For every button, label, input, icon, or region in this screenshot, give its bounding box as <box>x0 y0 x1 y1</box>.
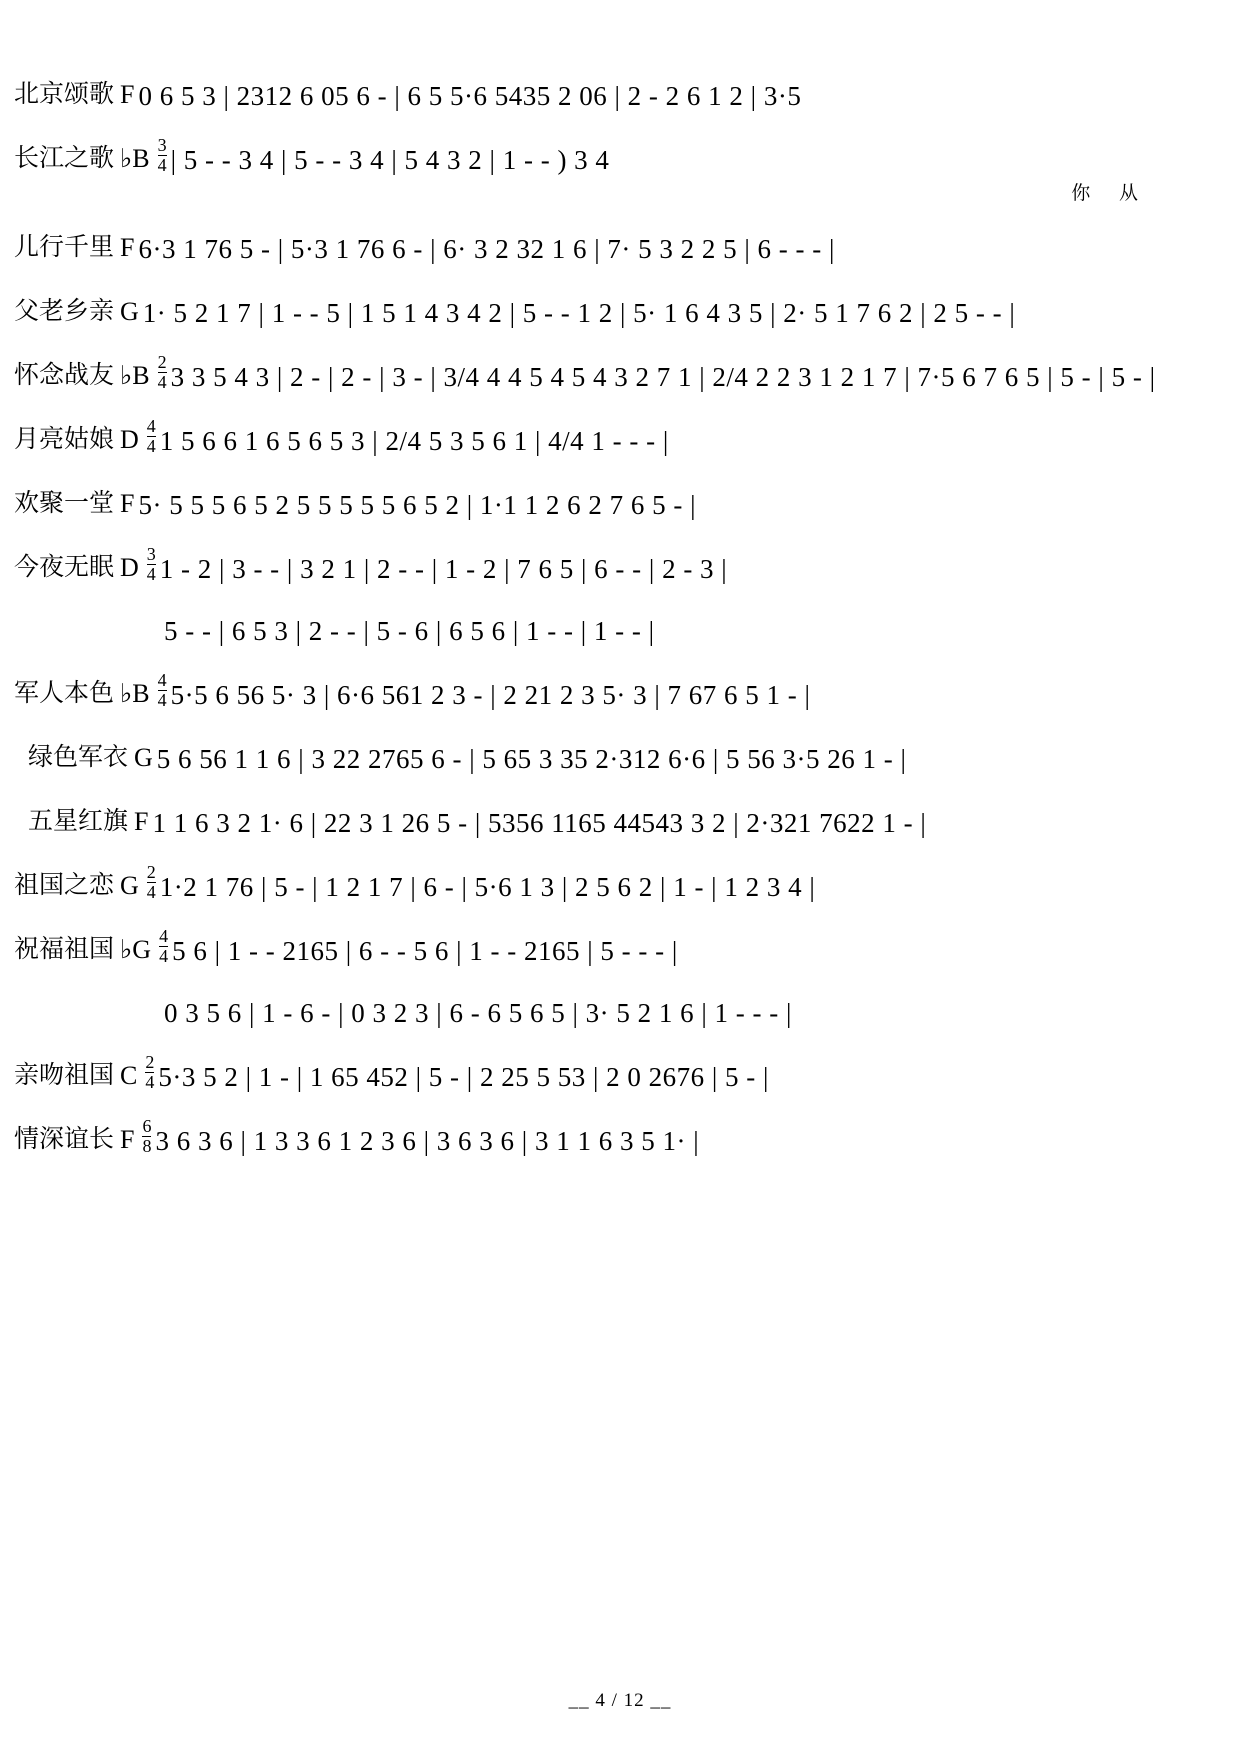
time-signature: $\frac{6}{8}$ <box>142 1116 152 1156</box>
lyric-text: 你 从 <box>1071 183 1150 204</box>
note-sequence: 5· 5 5 5 6 5 2 5 5 5 5 5 6 5 2 | 1·1 1 2 6 2 7 6 5 - | <box>138 490 697 520</box>
note-sequence: 1 - 2 | 3 - - | 3 2 1 | 2 - - | 1 - 2 | 7 6 5 | 6 - - | 2 - 3 | <box>159 554 728 584</box>
time-signature: $\frac{2}{4}$ <box>157 352 167 392</box>
song-title: 北京颂歌 <box>14 81 115 108</box>
key-signature: F <box>120 80 135 109</box>
time-signature: $\frac{3}{4}$ <box>157 135 167 175</box>
notation-line <box>0 56 1240 118</box>
key-signature: D <box>120 553 139 582</box>
key-signature: G <box>120 297 139 326</box>
notation-line <box>0 847 1240 909</box>
note-sequence: 6·3 1 76 5 - | 5·3 1 76 6 - | 6· 3 2 32 1 6 | 7· 5 3 2 2 5 | 6 - - - | <box>138 234 835 264</box>
notation-lines <box>0 56 1240 1165</box>
key-signature: ♭G <box>120 935 152 964</box>
notation-line <box>0 1101 1240 1163</box>
note-sequence: 1· 5 2 1 7 | 1 - - 5 | 1 5 1 4 3 4 2 | 5 - - 1 2 | 5· 1 6 4 3 5 | 2· 5 1 7 6 2 | 2 5 - - | <box>142 298 1016 328</box>
notation-line <box>0 529 1240 591</box>
notation-line <box>0 337 1240 399</box>
key-signature: G <box>134 743 153 772</box>
song-title: 父老乡亲 <box>14 298 115 325</box>
note-sequence: 1·2 1 76 | 5 - | 1 2 1 7 | 6 - | 5·6 1 3 | 2 5 6 2 | 1 - | 1 2 3 4 | <box>159 872 816 902</box>
note-sequence: 5·3 5 2 | 1 - | 1 65 452 | 5 - | 2 25 5 53 | 2 0 2676 | 5 - | <box>158 1062 769 1092</box>
song-title: 情深谊长 <box>14 1126 115 1153</box>
song-title: 军人本色 <box>14 680 115 707</box>
notation-line <box>0 273 1240 335</box>
key-signature: F <box>120 1125 135 1154</box>
key-signature: D <box>120 425 139 454</box>
notation-line <box>0 465 1240 527</box>
song-title: 长江之歌 <box>14 145 115 172</box>
lyric-line <box>0 178 1240 205</box>
song-title: 儿行千里 <box>14 234 115 261</box>
notation-line <box>0 120 1240 182</box>
note-sequence: 5·5 6 56 5· 3 | 6·6 561 2 3 - | 2 21 2 3 5· 3 | 7 67 6 5 1 - | <box>170 680 811 710</box>
song-title: 绿色军衣 <box>28 744 129 771</box>
note-sequence: | 5 - - 3 4 | 5 - - 3 4 | 5 4 3 2 | 1 - - ) 3 4 <box>170 145 610 175</box>
time-signature: $\frac{4}{4}$ <box>157 670 167 710</box>
notation-line <box>0 655 1240 717</box>
notation-line <box>0 911 1240 973</box>
note-sequence: 5 6 | 1 - - 2165 | 6 - - 5 6 | 1 - - 2165 | 5 - - - | <box>172 936 678 966</box>
note-sequence: 5 - - | 6 5 3 | 2 - - | 5 - 6 | 6 5 6 | 1 - - | 1 - - | <box>164 616 655 646</box>
song-title: 祖国之恋 <box>14 872 115 899</box>
key-signature: C <box>120 1061 138 1090</box>
song-title: 月亮姑娘 <box>14 426 115 453</box>
time-signature: $\frac{2}{4}$ <box>146 862 156 902</box>
song-title: 欢聚一堂 <box>14 490 115 517</box>
note-sequence: 0 6 5 3 | 2312 6 05 6 - | 6 5 5·6 5435 2 06 | 2 - 2 6 1 2 | 3·5 <box>138 81 802 111</box>
time-signature: $\frac{4}{4}$ <box>146 416 156 456</box>
notation-line-continuation <box>0 593 1240 653</box>
key-signature: ♭B <box>120 144 150 173</box>
key-signature: ♭B <box>120 679 150 708</box>
song-title: 怀念战友 <box>14 362 115 389</box>
notation-line <box>0 209 1240 271</box>
song-title: 今夜无眠 <box>14 554 115 581</box>
notation-line-continuation <box>0 975 1240 1035</box>
time-signature: $\frac{4}{4}$ <box>159 926 169 966</box>
note-sequence: 3 6 3 6 | 1 3 3 6 1 2 3 6 | 3 6 3 6 | 3 1 1 6 3 5 1· | <box>155 1126 700 1156</box>
time-signature: $\frac{2}{4}$ <box>145 1052 155 1092</box>
notation-line <box>0 719 1240 781</box>
song-title: 祝福祖国 <box>14 936 115 963</box>
notation-line <box>0 1037 1240 1099</box>
key-signature: F <box>120 489 135 518</box>
note-sequence: 3 3 5 4 3 | 2 - | 2 - | 3 - | 3/4 4 4 5 4 5 4 3 2 7 1 | 2/4 2 2 3 1 2 1 7 | 7·5 6 7 6 5 | 5 - | 5 - | <box>170 362 1156 392</box>
key-signature: F <box>120 233 135 262</box>
note-sequence: 0 3 5 6 | 1 - 6 - | 0 3 2 3 | 6 - 6 5 6 5 | 3· 5 2 1 6 | 1 - - - | <box>164 998 792 1028</box>
time-signature: $\frac{3}{4}$ <box>146 544 156 584</box>
key-signature: F <box>134 807 149 836</box>
note-sequence: 1 5 6 6 1 6 5 6 5 3 | 2/4 5 3 5 6 1 | 4/4 1 - - - | <box>159 426 669 456</box>
song-title: 五星红旗 <box>28 808 129 835</box>
song-title: 亲吻祖国 <box>14 1062 115 1089</box>
key-signature: G <box>120 871 139 900</box>
notation-line <box>0 783 1240 845</box>
note-sequence: 5 6 56 1 1 6 | 3 22 2765 6 - | 5 65 3 35 2·312 6·6 | 5 56 3·5 26 1 - | <box>156 744 907 774</box>
page-number: __ 4 / 12 __ <box>568 1690 672 1711</box>
note-sequence: 1 1 6 3 2 1· 6 | 22 3 1 26 5 - | 5356 1165 44543 3 2 | 2·321 7622 1 - | <box>152 808 927 838</box>
key-signature: ♭B <box>120 361 150 390</box>
notation-line <box>0 401 1240 463</box>
